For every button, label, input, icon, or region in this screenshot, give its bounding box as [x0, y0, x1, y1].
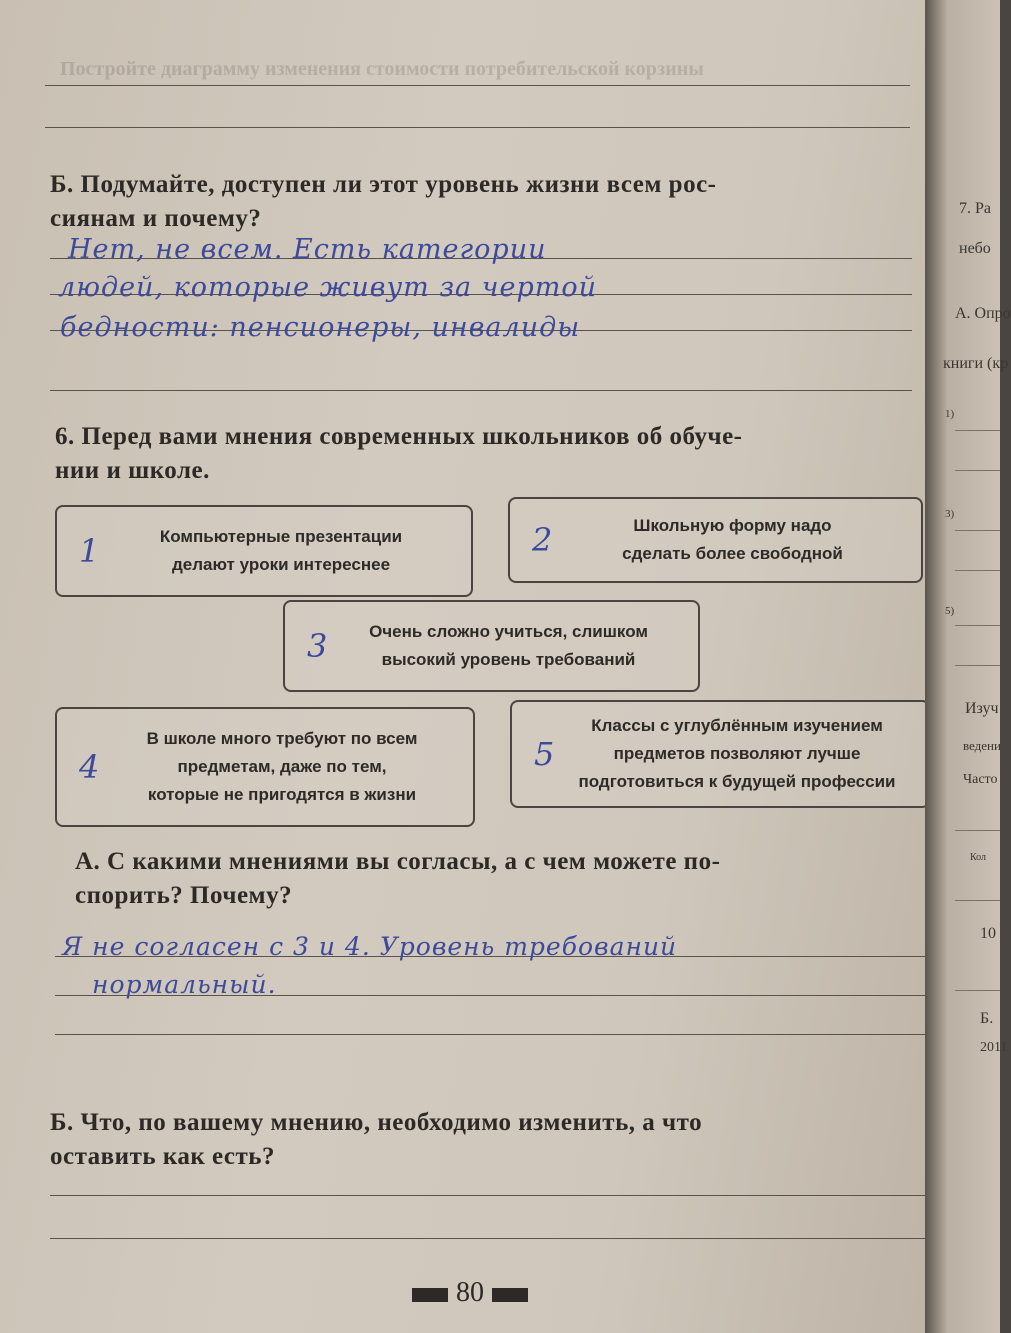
adjacent-page-line — [955, 570, 1000, 571]
adjacent-page-fragment: 7. Ра — [959, 200, 991, 217]
card-text: Компьютерные презентации делают уроки интереснее — [159, 527, 403, 574]
answer-line — [50, 1195, 940, 1196]
adjacent-page-fragment: Кол — [970, 852, 987, 863]
answer-line — [50, 1238, 940, 1239]
adjacent-page-fragment: 3) — [945, 508, 955, 520]
card-number: 5 — [534, 735, 555, 773]
card-number: 2 — [532, 521, 553, 559]
adjacent-page-line — [955, 470, 1000, 471]
adjacent-page-edge — [925, 0, 1011, 1333]
adjacent-page-fragment: книги (кр — [943, 355, 1009, 372]
answer-line — [45, 85, 910, 86]
handwritten-answer-line: людей, которые живут за чертой — [58, 272, 598, 303]
handwritten-answer-line: бедности: пенсионеры, инвалиды — [60, 312, 581, 343]
adjacent-page-fragment: 5) — [945, 605, 955, 617]
bleed-through-text: Постройте диаграмму изменения стоимости потребительской корзины — [60, 58, 704, 80]
handwritten-answer-line: Я не согласен с 3 и 4. Уровень требований — [62, 932, 678, 961]
card-text: Очень сложно учиться, слишком высокий уровень требований — [369, 622, 648, 669]
page-number-bar — [492, 1288, 528, 1302]
page-number-bar — [412, 1288, 448, 1302]
card-text: В школе много требуют по всем предметам, даже по тем, которые не пригодятся в жизни — [146, 729, 418, 804]
adjacent-page-fragment: ведени — [963, 738, 1001, 753]
card-text: Классы с углублённым изучением предметов позволяют лучше подготовиться к будущей профессии — [578, 716, 896, 791]
answer-line — [55, 1034, 937, 1035]
adjacent-page-fragment: 1) — [945, 408, 955, 420]
opinion-card-1 — [55, 505, 473, 597]
question-6-prompt: 6. Перед вами мнения современных школьников об обуче- нии и школе. — [55, 423, 743, 484]
card-number: 4 — [79, 748, 100, 786]
adjacent-page-fragment: Б. — [980, 1010, 994, 1027]
adjacent-page-line — [955, 625, 1000, 626]
adjacent-page-fragment: небо — [959, 240, 991, 257]
opinion-card-4 — [55, 707, 475, 827]
adjacent-page-fragment: А. Опро — [955, 305, 1011, 322]
opinion-card-2 — [508, 497, 923, 583]
page-number-text: 80 — [456, 1277, 484, 1308]
page-number — [0, 1277, 940, 1309]
adjacent-page-fragment: 2011 — [980, 1040, 1008, 1055]
adjacent-page-fragment: Изуч — [965, 700, 999, 717]
question-a-prompt: А. С какими мнениями вы согласы, а с чем можете по- спорить? Почему? — [75, 848, 721, 909]
answer-line — [50, 390, 912, 391]
handwritten-answer-line: Нет, не всем. Есть категории — [68, 234, 547, 265]
card-number: 3 — [307, 627, 328, 665]
adjacent-page-line — [955, 830, 1000, 831]
handwritten-answer-line: нормальный. — [92, 970, 277, 999]
card-text: Школьную форму надо сделать более свободной — [622, 516, 843, 563]
adjacent-page-line — [955, 665, 1000, 666]
opinion-card-3 — [283, 600, 700, 692]
adjacent-page-line — [955, 900, 1000, 901]
adjacent-page-line — [955, 530, 1000, 531]
answer-line — [45, 127, 910, 128]
adjacent-page-fragment: 10 — [980, 925, 996, 942]
opinion-card-5 — [510, 700, 930, 808]
question-b1-prompt: Б. Подумайте, доступен ли этот уровень жизни всем рос- сиянам и почему? — [50, 171, 717, 232]
adjacent-page-line — [955, 430, 1000, 431]
adjacent-page-fragment: Часто — [963, 772, 998, 787]
question-b2-prompt: Б. Что, по вашему мнению, необходимо изменить, а что оставить как есть? — [50, 1109, 703, 1170]
adjacent-page-line — [955, 990, 1000, 991]
card-number: 1 — [79, 532, 100, 570]
